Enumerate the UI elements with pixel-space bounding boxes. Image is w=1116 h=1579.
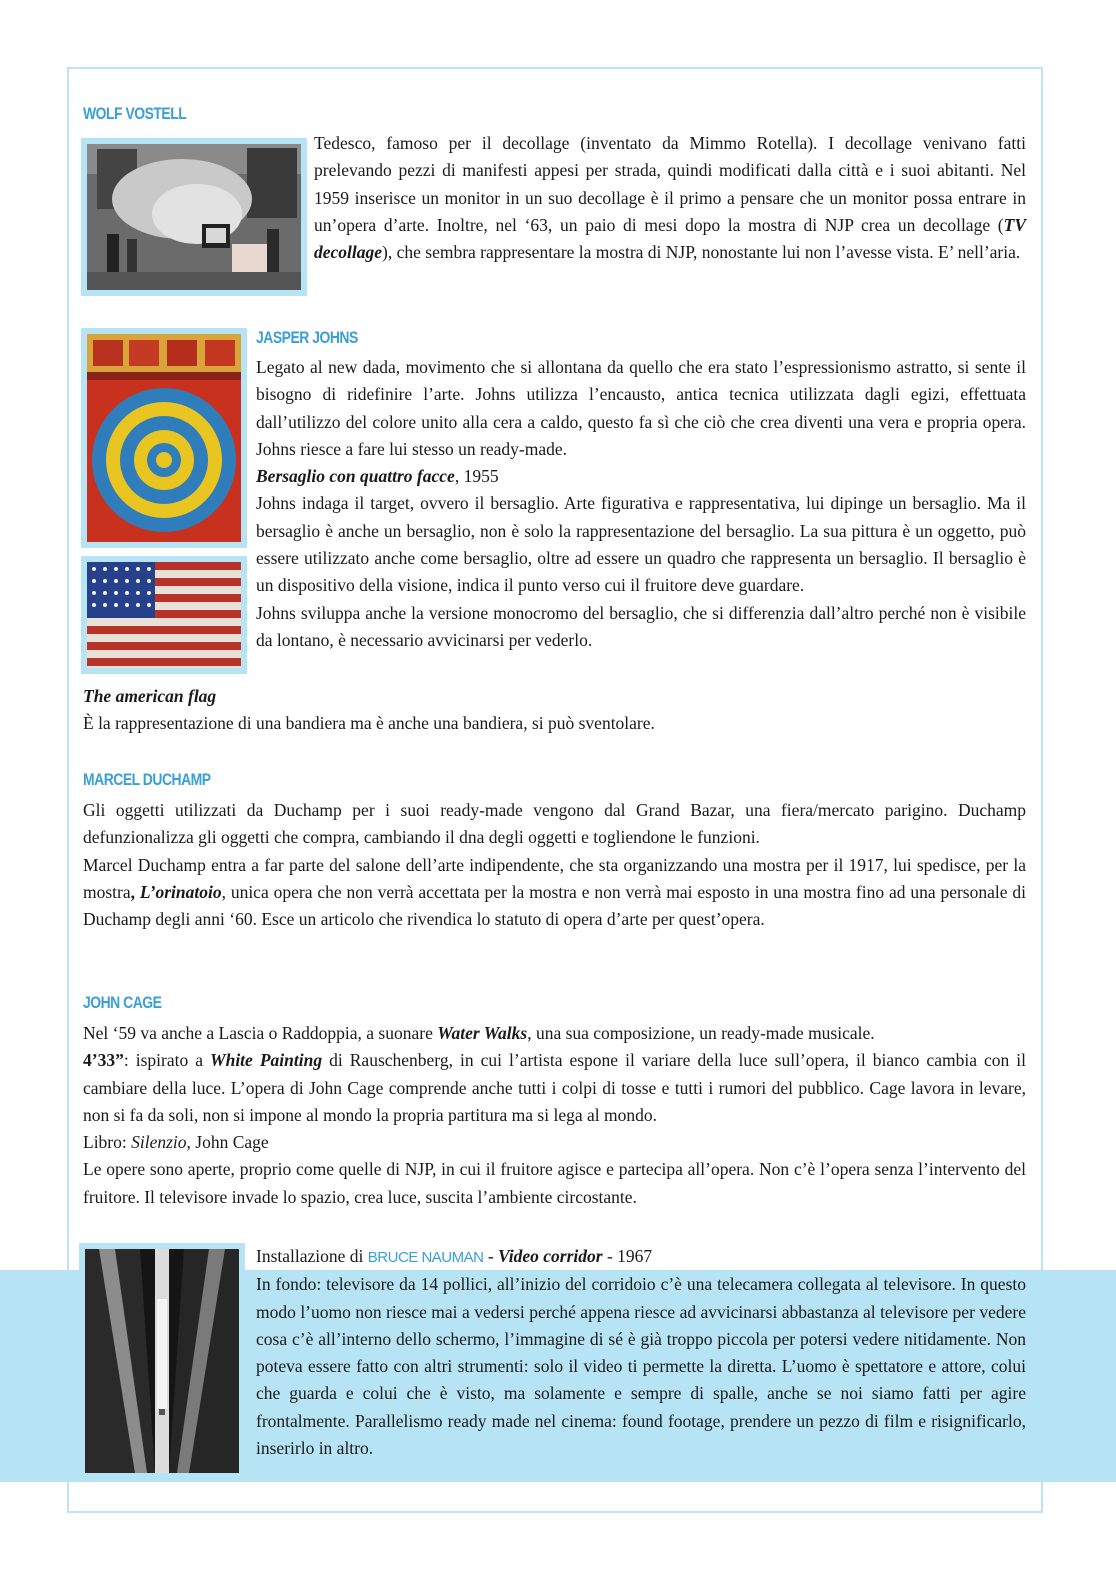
work-video-corridor: Video corridor: [498, 1246, 603, 1266]
image-target-with-four-faces: [81, 328, 247, 548]
duchamp-text: Gli oggetti utilizzati da Duchamp per i suoi ready-made vengono dal Grand Bazar, una fiera/mercato parigino. Duchamp defunzionalizza gli oggetti che compra, cambiando il dna degli oggetti e togliendone le funzioni. Marcel Duchamp entra a far parte del salone dell’arte indipendente, che sta organizzando una mostra per il 1917, lui spedisce, per la mostra, L’orinatoio, unica opera che non verrà accettata per la mostra e non verrà mai esposto in una mostra fino ad una personale di Duchamp degli anni ‘60. Esce un articolo che rivendica lo statuto di opera d’arte per quest’opera.: [83, 800, 1027, 930]
heading-wolf-vostell: WOLF VOSTELL: [83, 104, 187, 123]
cage-text: Nel ‘59 va anche a Lascia o Raddoppia, a suonare Water Walks, una sua composizione, un ready-made musicale. 4’33”: ispirato a White Painting di Rauschenberg, in cui l’artista espone il variare della luce sull’opera, il bianco cambia con il cambiare della luce. L’opera di John Cage comprende anche tutti i colpi di tosse e tutti i rumori del pubblico. Cage lavora in levare, non si fa da soli, non si impone al mondo la propria partitura ma si lega al mondo. Libro: Silenzio, John Cage Le opere sono aperte, proprio come quelle di NJP, in cui il fruitore agisce e partecipa all’opera. Non c’è l’opera senza l’intervento del fruitore. Il televisore invade lo spazio, crea luce, suscita l’ambiente circostante.: [83, 1023, 1027, 1207]
work-orinatoio: L’orinatoio: [139, 881, 222, 902]
work-bersaglio: Bersaglio con quattro facce: [256, 466, 455, 487]
work-4-33: 4’33”: [83, 1050, 124, 1071]
vostell-text: Tedesco, famoso per il decollage (inventato da Mimmo Rotella). I decollage venivano fatti prelevando pezzi di manifesti appesi per strada, quindi modificati dalla città e i suoi abitanti. Nel 1959 inserisce un monitor in un suo decollage è il primo a pensare che un monitor possa entrare in un’opera d’arte. Inoltre, nel ‘63, un paio di mesi dopo la mostra di NJP crea un decollage (TV decollage), che sembra rappresentare la mostra di NJP, nonostante lui non l’avesse vista. E’ nell’aria.: [314, 133, 1026, 263]
book-silenzio: Silenzio: [131, 1132, 187, 1153]
work-water-walks: Water Walks: [437, 1023, 528, 1043]
image-video-corridor: [79, 1243, 245, 1479]
artist-bruce-nauman: BRUCE NAUMAN: [367, 1249, 484, 1266]
heading-jasper-johns: JASPER JOHNS: [256, 328, 358, 347]
image-tv-decollage: [81, 138, 307, 296]
nauman-text: Installazione di BRUCE NAUMAN - Video corridor - 1967 In fondo: televisore da 14 pollici, all’inizio del corridoio c’è una telecamera collegata al televisore. In questo modo l’uomo non riesce mai a vedersi perché appena riesce ad avvicinarsi abbastanza al televisore per vedere cosa c’è all’interno dello schermo, l’immagine di sé è già troppo piccola per potersi vedere nitidamente. Non poteva essere fatto con altri strumenti: solo il video ti permette la diretta. L’uomo è spettatore e attore, colui che guarda e colui che è visto, ma solamente e sempre di spalle, anche se noi siamo fatti per agire frontalmente. Parallelismo ready made nel cinema: found footage, prendere un pezzo di film e risignificarlo, inserirlo in altro.: [256, 1246, 1026, 1459]
work-tv-decollage: TV decollage: [314, 214, 1026, 263]
johns-text: Legato al new dada, movimento che si allontana da quello che era stato l’espressionismo astratto, si sente il bisogno di ridefinire l’arte. Johns utilizza l’encausto, antica tecnica utilizzata dagli egizi, effettuata dall’utilizzo del colore unito alla cera a caldo, questo fa sì che ciò che crea diventi una vera e propria opera. Johns riesce a fare lui stesso un ready-made. Bersaglio con quattro facce, 1955 Johns indaga il target, ovvero il bersaglio. Arte figurativa e rappresentativa, lui dipinge un bersaglio. Ma il bersaglio è anche un bersaglio, non è solo la rappresentazione del bersaglio. La sua pittura è un oggetto, può essere utilizzato anche come bersaglio, oltre ad essere un quadro che rappresenta un bersaglio. Il bersaglio è un dispositivo della visione, indica il punto verso cui il fruitore deve guardare. Johns sviluppa anche la versione monocromo del bersaglio, che si differenzia dall’altro perché non è visibile da lontano, è necessario avvicinarsi per vederlo.: [256, 357, 1026, 650]
work-white-painting: White Painting: [210, 1050, 323, 1071]
image-american-flag: [81, 556, 247, 674]
heading-john-cage: JOHN CAGE: [83, 993, 162, 1012]
flag-text: The american flag È la rappresentazione di una bandiera ma è anche una bandiera, si può sventolare.: [83, 683, 1026, 738]
work-american-flag: The american flag: [83, 686, 217, 706]
heading-marcel-duchamp: MARCEL DUCHAMP: [83, 770, 211, 789]
